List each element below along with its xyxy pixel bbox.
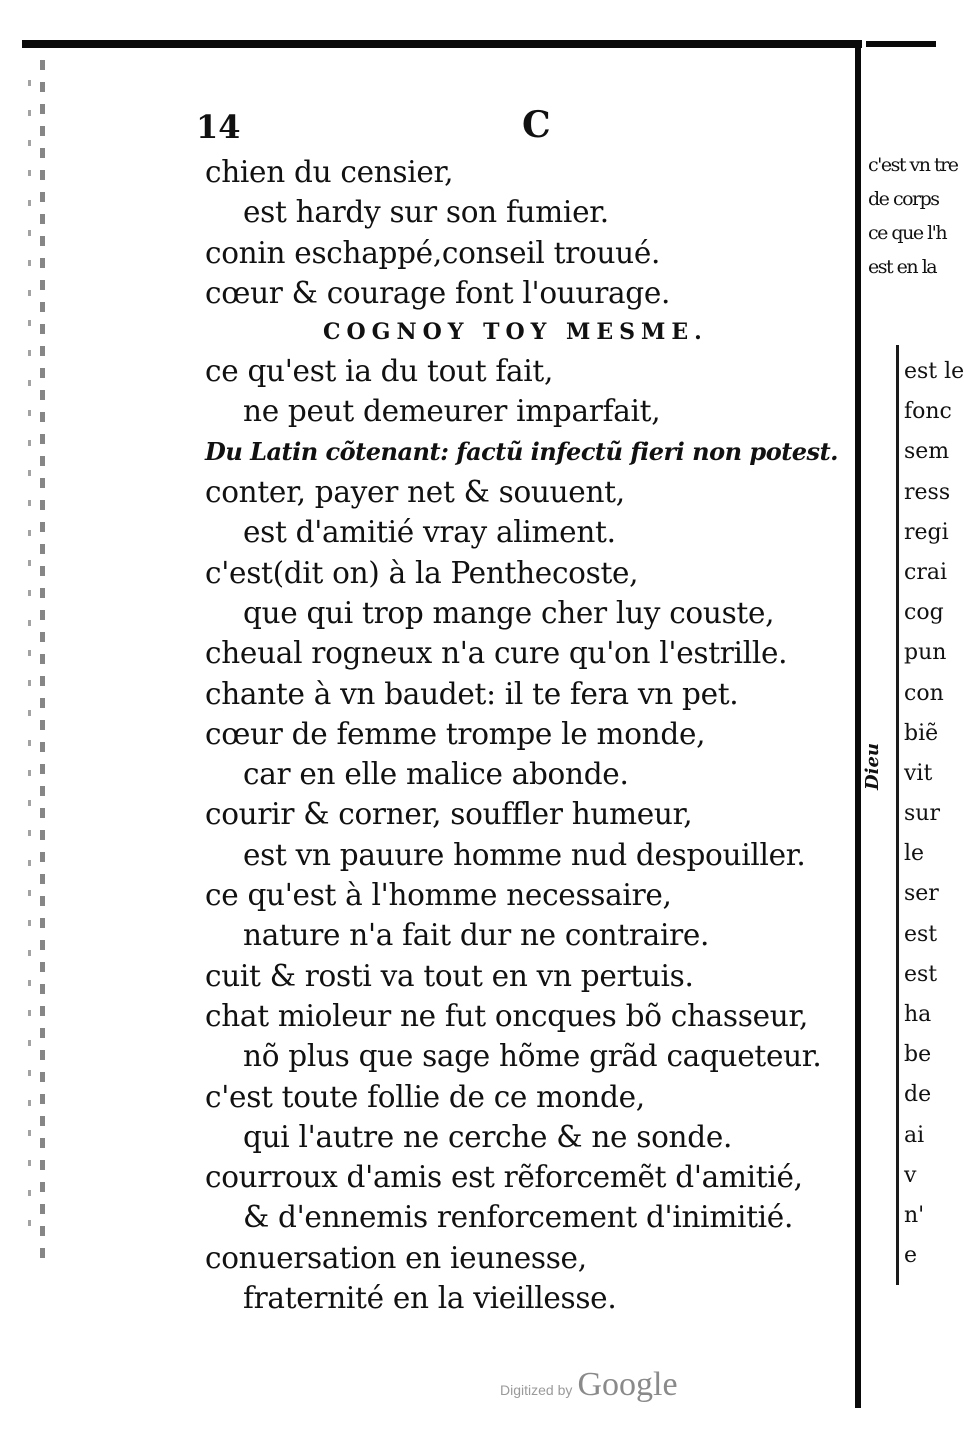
facing-fragment: biẽ xyxy=(904,720,939,746)
text-line: cheual rogneux n'a cure qu'on l'estrille. xyxy=(205,636,788,671)
text-line: chat mioleur ne fut oncques bõ chasseur, xyxy=(205,998,809,1033)
facing-fragment: de xyxy=(904,1082,932,1108)
facing-page-top-text xyxy=(868,148,958,284)
page-number: 14 xyxy=(196,108,241,146)
text-line: c'est(dit on) à la Penthecoste, xyxy=(205,555,639,590)
proverb-list xyxy=(205,152,855,1318)
text-line: cuit & rosti va tout en vn pertuis. xyxy=(205,958,694,993)
facing-fragment: sur xyxy=(904,801,940,827)
facing-fragment: ai xyxy=(904,1122,925,1148)
text-line: chante à vn baudet: il te fera vn pet. xyxy=(205,676,739,711)
facing-fragment: est le xyxy=(904,359,964,384)
watermark-prefix: Digitized by xyxy=(500,1382,573,1398)
latin-note: Du Latin cõtenant: factũ infectũ fieri non potest. xyxy=(205,436,839,466)
text-line: ne peut demeurer imparfait, xyxy=(243,394,661,429)
google-logo: Google xyxy=(577,1366,678,1403)
top-rule xyxy=(22,40,862,48)
text-line: car en elle malice abonde. xyxy=(243,757,629,792)
text-line: & d'ennemis renforcement d'inimitié. xyxy=(243,1200,794,1235)
facing-fragment: ha xyxy=(904,1002,932,1027)
text-line: est vn pauure homme nud despouiller. xyxy=(243,837,806,872)
text-line: que qui trop mange cher luy couste, xyxy=(243,595,775,630)
facing-fragment: le xyxy=(904,841,925,867)
text-line: cœur de femme trompe le monde, xyxy=(205,716,706,751)
facing-fragment: be xyxy=(904,1042,932,1068)
text-line: conin eschappé,conseil trouué. xyxy=(205,235,661,270)
text-line: courroux d'amis est rẽforcemẽt d'amitié, xyxy=(205,1160,803,1195)
facing-fragment: ser xyxy=(904,881,939,907)
text-line: conuersation en ieunesse, xyxy=(205,1240,587,1275)
facing-line: est en la xyxy=(868,256,937,278)
facing-page-column xyxy=(904,352,964,1276)
facing-fragment: fonc xyxy=(904,399,952,425)
facing-fragment: n' xyxy=(904,1202,925,1228)
top-rule-facing-page xyxy=(866,41,936,47)
section-heading: COGNOY TOY MESME. xyxy=(323,319,708,346)
text-line: fraternité en la vieillesse. xyxy=(243,1281,617,1316)
facing-fragment: e xyxy=(904,1243,918,1269)
text-line: ce qu'est ia du tout fait, xyxy=(205,354,554,389)
page-header xyxy=(196,104,846,150)
side-note: Dieu xyxy=(862,743,883,790)
facing-fragment: pun xyxy=(904,640,947,666)
facing-line: de corps xyxy=(868,188,939,210)
facing-fragment: est xyxy=(904,961,938,987)
text-line: courir & corner, souffler humeur, xyxy=(205,797,693,832)
facing-fragment: sem xyxy=(904,439,950,465)
text-line: chien du censier, xyxy=(205,155,454,189)
text-line: nature n'a fait dur ne contraire. xyxy=(243,918,710,953)
text-line: est d'amitié vray aliment. xyxy=(243,515,616,550)
book-spine xyxy=(855,40,861,1408)
text-line: conter, payer net & souuent, xyxy=(205,475,625,510)
facing-fragment: est xyxy=(904,921,938,947)
left-page-edge-shadow xyxy=(28,80,31,1230)
digitized-watermark xyxy=(500,1366,678,1404)
facing-line: c'est vn tre xyxy=(868,154,958,176)
text-line: cœur & courage font l'ouurage. xyxy=(205,275,671,310)
text-line: est hardy sur son fumier. xyxy=(243,195,609,230)
signature-letter: C xyxy=(522,104,551,146)
facing-fragment: cog xyxy=(904,600,944,626)
text-line: qui l'autre ne cerche & ne sonde. xyxy=(243,1119,733,1154)
facing-fragment: crai xyxy=(904,559,947,585)
facing-line: ce que l'h xyxy=(868,222,947,244)
text-line: nõ plus que sage hõme grãd caqueteur. xyxy=(243,1039,822,1074)
facing-fragment: regi xyxy=(904,519,949,545)
facing-page-rule xyxy=(896,345,899,1285)
text-line: c'est toute follie de ce monde, xyxy=(205,1079,645,1114)
left-page-edge xyxy=(40,60,45,1270)
facing-fragment: con xyxy=(904,680,944,706)
facing-fragment: v xyxy=(904,1162,917,1188)
facing-fragment: vit xyxy=(904,760,933,786)
text-line: ce qu'est à l'homme necessaire, xyxy=(205,878,672,913)
facing-fragment: ress xyxy=(904,479,951,505)
